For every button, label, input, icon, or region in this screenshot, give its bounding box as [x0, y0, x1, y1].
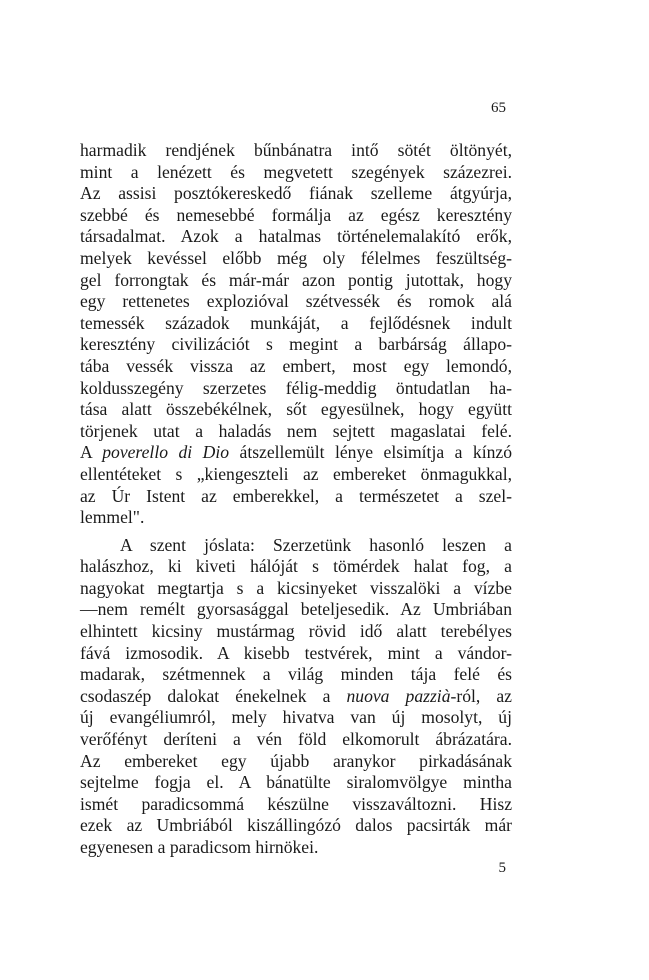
text-line: ezek az Umbriából kiszállingózó dalos pacsirták már	[80, 815, 512, 836]
text-fragment: A	[80, 442, 103, 463]
text-line: új evangéliumról, mely hivatva van új mosolyt, új	[80, 707, 512, 728]
text-line: mint a lenézett és megvetett szegények százezrei.	[80, 161, 512, 182]
text-fragment: -ról, az	[450, 685, 512, 706]
text-line: melyek kevéssel előbb még oly félelmes feszültség-	[80, 247, 512, 268]
text-line: fává izmosodik. A kisebb testvérek, mint a vándor-	[80, 642, 512, 663]
text-fragment: csodaszép dalokat énekelnek a	[80, 685, 347, 706]
text-line: lemmel".	[80, 507, 145, 528]
text-line: temessék századok munkáját, a fejlődésnek indult	[80, 312, 512, 333]
text-line: ismét paradicsommá készülne visszaváltozni. Hisz	[80, 793, 512, 814]
text-line: gel forrongtak és már-már azon pontig jutottak, hogy	[80, 269, 512, 290]
text-line: Az embereket egy újabb aranykor pirkadásának	[80, 750, 512, 771]
text-line: A szent jóslata: Szerzetünk hasonló leszen a	[120, 534, 512, 555]
text-line: verőfényt deríteni a vén föld elkomorult ábrázatára.	[80, 729, 512, 750]
text-line: madarak, szétmennek a világ minden tája felé és	[80, 664, 512, 685]
body-text	[80, 140, 512, 859]
text-line: nagyokat megtartja s a kicsinyeket visszalöki a vízbe	[80, 577, 512, 598]
text-line	[80, 442, 512, 464]
text-line: tába vessék vissza az embert, most egy lemondó,	[80, 355, 512, 376]
text-line: ellentéteket s „kiengeszteli az embereket önmagukkal,	[80, 463, 512, 484]
text-line: az Úr Istent az emberekkel, a természetet a szel-	[80, 485, 512, 506]
text-line	[80, 686, 512, 708]
text-line: egy rettenetes explozióval szétvessék és romok alá	[80, 291, 512, 312]
text-line: harmadik rendjének bűnbánatra intő sötét öltönyét,	[80, 140, 512, 160]
paragraph	[80, 535, 512, 859]
text-line: halászhoz, ki kiveti hálóját s tömérdek halat fog, a	[80, 556, 512, 577]
text-line: egyenesen a paradicsom hirnökei.	[80, 837, 319, 857]
italic-phrase: poverello di Dio	[102, 442, 230, 463]
text-line: —nem remélt gyorsasággal beteljesedik. Az Umbriában	[80, 599, 512, 620]
text-line: társadalmat. Azok a hatalmas történelemalakító erők,	[80, 226, 512, 247]
text-line: sejtelme fogja el. A bánatülte siralomvölgye mintha	[80, 772, 512, 793]
text-line: törjenek utat a haladás nem sejtett magaslatai felé.	[80, 420, 512, 441]
text-line: elhintett kicsiny mustármag rövid idő alatt terebélyes	[80, 621, 512, 642]
text-line: keresztény civilizációt s megint a barbárság állapo-	[80, 334, 512, 355]
text-line: szebbé és nemesebbé formálja az egész keresztény	[80, 204, 512, 225]
signature-mark: 5	[498, 860, 506, 876]
page-number: 65	[491, 100, 506, 116]
paragraph	[80, 140, 512, 529]
text-line: tása alatt összebékélnek, sőt egyesülnek, hogy együtt	[80, 399, 512, 420]
text-fragment: átszellemült lénye elsimítja a kínzó	[229, 442, 512, 463]
text-line: Az assisi posztókereskedő fiának szelleme átgyúrja,	[80, 183, 512, 204]
italic-phrase: nuova pazzià	[346, 685, 451, 706]
text-line: koldusszegény szerzetes félig-meddig öntudatlan ha-	[80, 377, 512, 398]
